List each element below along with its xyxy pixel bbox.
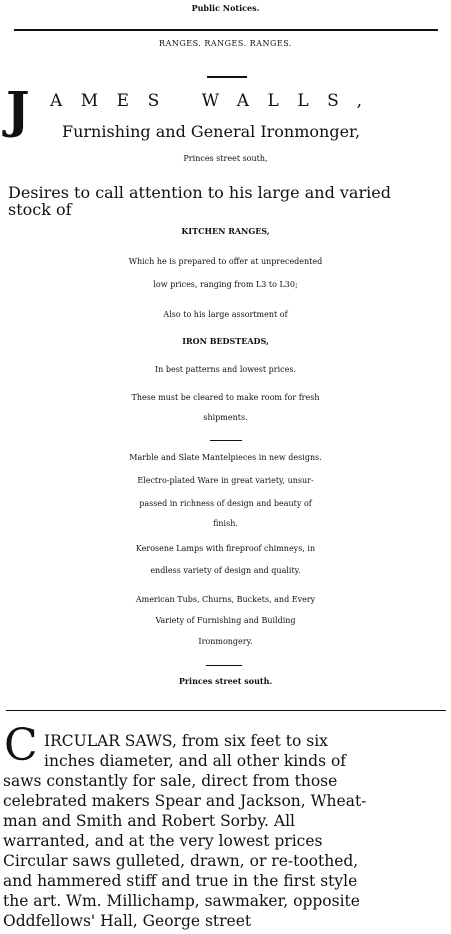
text-line: Electro-plated Ware in great variety, unsur-: [137, 476, 314, 485]
text-line: Variety of Furnishing and Building: [155, 616, 296, 625]
text-line: Desires to call attention to his large and varied: [8, 183, 391, 202]
text-line: man and Smith and Robert Sorby. All: [3, 812, 296, 830]
short-rule: [206, 665, 242, 666]
business-description: Furnishing and General Ironmonger,: [62, 122, 361, 141]
text-line: stock of: [8, 200, 72, 219]
text-line: Also to his large assortment of: [163, 310, 288, 319]
text-line: warranted, and at the very lowest prices: [3, 832, 323, 850]
text-line: In best patterns and lowest prices.: [154, 365, 297, 374]
drop-cap-c: C: [4, 720, 38, 771]
text-line: American Tubs, Churns, Buckets, and Every: [135, 595, 316, 604]
text-line: Circular saws gulleted, drawn, or re-toothed,: [3, 852, 359, 870]
text-line: passed in richness of design and beauty of: [139, 499, 312, 508]
text-line: Kerosene Lamps with fireproof chimneys, in: [135, 544, 316, 553]
short-rule: [207, 76, 247, 78]
iron-bedsteads-heading: IRON BEDSTEADS,: [182, 336, 269, 346]
header-rule: [14, 29, 438, 31]
street-address: Princes street south,: [183, 154, 268, 163]
section-title: Public Notices.: [191, 3, 260, 13]
text-line: These must be cleared to make room for fresh: [131, 393, 320, 402]
text-line: the art. Wm. Millichamp, sawmaker, opposite: [3, 892, 360, 910]
text-line: Ironmongery.: [198, 637, 253, 646]
text-line: Oddfellows' Hall, George street: [3, 912, 252, 930]
short-rule: [210, 440, 242, 441]
text-line: saws constantly for sale, direct from those: [3, 772, 338, 790]
advertiser-name: AMES WALLS,: [50, 91, 381, 111]
section-divider: [6, 710, 446, 711]
text-line: Which he is prepared to offer at unprecedented: [128, 257, 323, 266]
ranges-banner: RANGES. RANGES. RANGES.: [159, 39, 292, 48]
text-line: inches diameter, and all other kinds of: [44, 752, 347, 770]
text-line: low prices, ranging from L3 to L30;: [153, 280, 298, 289]
drop-cap-j: J: [6, 80, 30, 139]
text-line: shipments.: [203, 413, 248, 422]
text-line: and hammered stiff and true in the first style: [3, 872, 358, 890]
text-line: celebrated makers Spear and Jackson, Wheat-: [3, 792, 367, 810]
text-line: Marble and Slate Mantelpieces in new designs.: [129, 453, 322, 462]
text-line: IRCULAR SAWS, from six feet to six: [44, 732, 328, 750]
closing-address: Princes street south.: [178, 676, 273, 686]
text-line: finish.: [213, 519, 238, 528]
kitchen-ranges-heading: KITCHEN RANGES,: [181, 226, 270, 236]
text-line: endless variety of design and quality.: [150, 566, 301, 575]
